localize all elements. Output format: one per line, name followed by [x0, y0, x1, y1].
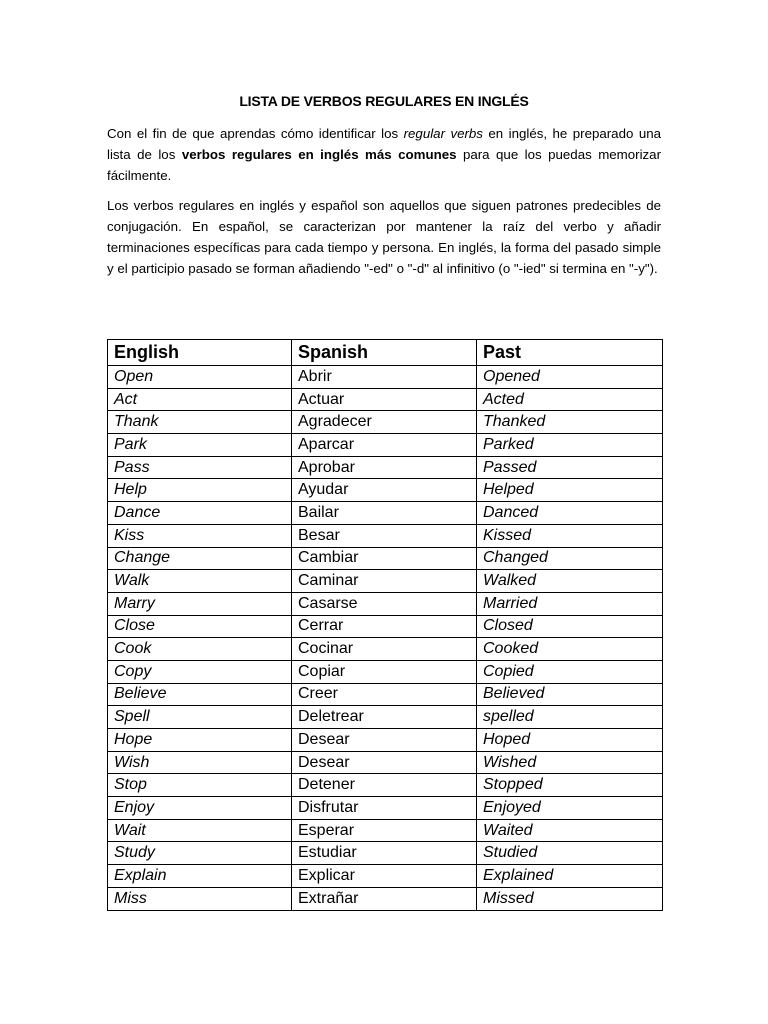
cell-english: Believe — [108, 683, 292, 706]
cell-past: Copied — [477, 660, 663, 683]
cell-past: spelled — [477, 706, 663, 729]
table-row — [108, 388, 663, 411]
table-row — [108, 865, 663, 888]
cell-past: Danced — [477, 502, 663, 525]
table-row — [108, 524, 663, 547]
table-row — [108, 706, 663, 729]
cell-spanish: Estudiar — [292, 842, 477, 865]
cell-spanish: Extrañar — [292, 887, 477, 910]
cell-english: Kiss — [108, 524, 292, 547]
cell-spanish: Cambiar — [292, 547, 477, 570]
description-paragraph: Los verbos regulares en inglés y español son aquellos que siguen patrones predecibles de conjugación. En español, se caracterizan por mantener la raíz del verbo y añadir terminaciones específicas para cada tiempo y persona. En inglés, la forma del pasado simple y el participio pasado se forman añadiendo "-ed" o "-d" al infinitivo (o "-ied" si termina en "-y"). — [107, 198, 661, 276]
cell-past: Hoped — [477, 729, 663, 752]
cell-spanish: Cocinar — [292, 638, 477, 661]
cell-spanish: Besar — [292, 524, 477, 547]
cell-english: Open — [108, 366, 292, 389]
table-row — [108, 797, 663, 820]
intro-text-2: en inglés, he preparado una lista de los — [107, 126, 661, 162]
cell-past: Stopped — [477, 774, 663, 797]
cell-past: Passed — [477, 456, 663, 479]
table-row — [108, 456, 663, 479]
cell-past: Parked — [477, 434, 663, 457]
table-row — [108, 592, 663, 615]
cell-english: Change — [108, 547, 292, 570]
cell-english: Copy — [108, 660, 292, 683]
cell-past: Studied — [477, 842, 663, 865]
cell-spanish: Copiar — [292, 660, 477, 683]
cell-english: Stop — [108, 774, 292, 797]
cell-english: Miss — [108, 887, 292, 910]
table-row — [108, 502, 663, 525]
cell-past: Acted — [477, 388, 663, 411]
cell-spanish: Abrir — [292, 366, 477, 389]
cell-past: Married — [477, 592, 663, 615]
cell-past: Helped — [477, 479, 663, 502]
cell-english: Walk — [108, 570, 292, 593]
cell-spanish: Creer — [292, 683, 477, 706]
cell-english: Marry — [108, 592, 292, 615]
table-row — [108, 683, 663, 706]
cell-english: Wish — [108, 751, 292, 774]
cell-english: Act — [108, 388, 292, 411]
cell-english: Enjoy — [108, 797, 292, 820]
cell-spanish: Explicar — [292, 865, 477, 888]
intro-text-3: para que los puedas memorizar fácilmente. — [107, 147, 661, 183]
intro-bold-text: verbos regulares en inglés más comunes — [181, 147, 457, 162]
cell-english: Close — [108, 615, 292, 638]
cell-english: Explain — [108, 865, 292, 888]
cell-past: Cooked — [477, 638, 663, 661]
cell-spanish: Aparcar — [292, 434, 477, 457]
table-row — [108, 570, 663, 593]
header-english: English — [108, 340, 292, 366]
cell-past: Missed — [477, 887, 663, 910]
cell-past: Opened — [477, 366, 663, 389]
cell-spanish: Caminar — [292, 570, 477, 593]
cell-past: Explained — [477, 865, 663, 888]
cell-spanish: Cerrar — [292, 615, 477, 638]
table-row — [108, 547, 663, 570]
table-row — [108, 842, 663, 865]
table-row — [108, 615, 663, 638]
cell-past: Changed — [477, 547, 663, 570]
cell-english: Spell — [108, 706, 292, 729]
cell-spanish: Deletrear — [292, 706, 477, 729]
cell-english: Park — [108, 434, 292, 457]
table-row — [108, 751, 663, 774]
cell-english: Study — [108, 842, 292, 865]
header-spanish: Spanish — [292, 340, 477, 366]
cell-past: Closed — [477, 615, 663, 638]
cell-spanish: Bailar — [292, 502, 477, 525]
table-header-row — [108, 340, 663, 366]
cell-spanish: Actuar — [292, 388, 477, 411]
cell-spanish: Ayudar — [292, 479, 477, 502]
cell-english: Hope — [108, 729, 292, 752]
table-row — [108, 729, 663, 752]
cell-spanish: Desear — [292, 729, 477, 752]
cell-spanish: Esperar — [292, 819, 477, 842]
cell-past: Thanked — [477, 411, 663, 434]
cell-spanish: Agradecer — [292, 411, 477, 434]
table-row — [108, 434, 663, 457]
cell-spanish: Disfrutar — [292, 797, 477, 820]
cell-english: Cook — [108, 638, 292, 661]
cell-spanish: Desear — [292, 751, 477, 774]
table-row — [108, 887, 663, 910]
document-title: LISTA DE VERBOS REGULARES EN INGLÉS — [239, 93, 529, 109]
intro-italic-text: regular verbs — [403, 126, 483, 141]
table-body — [108, 366, 663, 911]
cell-past: Wished — [477, 751, 663, 774]
table-row — [108, 660, 663, 683]
cell-english: Thank — [108, 411, 292, 434]
table-row — [108, 366, 663, 389]
cell-past: Walked — [477, 570, 663, 593]
table-row — [108, 819, 663, 842]
cell-spanish: Casarse — [292, 592, 477, 615]
table-row — [108, 411, 663, 434]
table-row — [108, 479, 663, 502]
cell-english: Wait — [108, 819, 292, 842]
table-row — [108, 638, 663, 661]
cell-spanish: Aprobar — [292, 456, 477, 479]
cell-spanish: Detener — [292, 774, 477, 797]
cell-past: Kissed — [477, 524, 663, 547]
intro-paragraph — [107, 123, 661, 186]
cell-english: Dance — [108, 502, 292, 525]
cell-english: Pass — [108, 456, 292, 479]
table-row — [108, 774, 663, 797]
header-past: Past — [477, 340, 663, 366]
cell-english: Help — [108, 479, 292, 502]
cell-past: Enjoyed — [477, 797, 663, 820]
cell-past: Believed — [477, 683, 663, 706]
cell-past: Waited — [477, 819, 663, 842]
intro-text-1: Con el fin de que aprendas cómo identificar los — [107, 126, 404, 141]
verbs-table — [107, 339, 663, 911]
